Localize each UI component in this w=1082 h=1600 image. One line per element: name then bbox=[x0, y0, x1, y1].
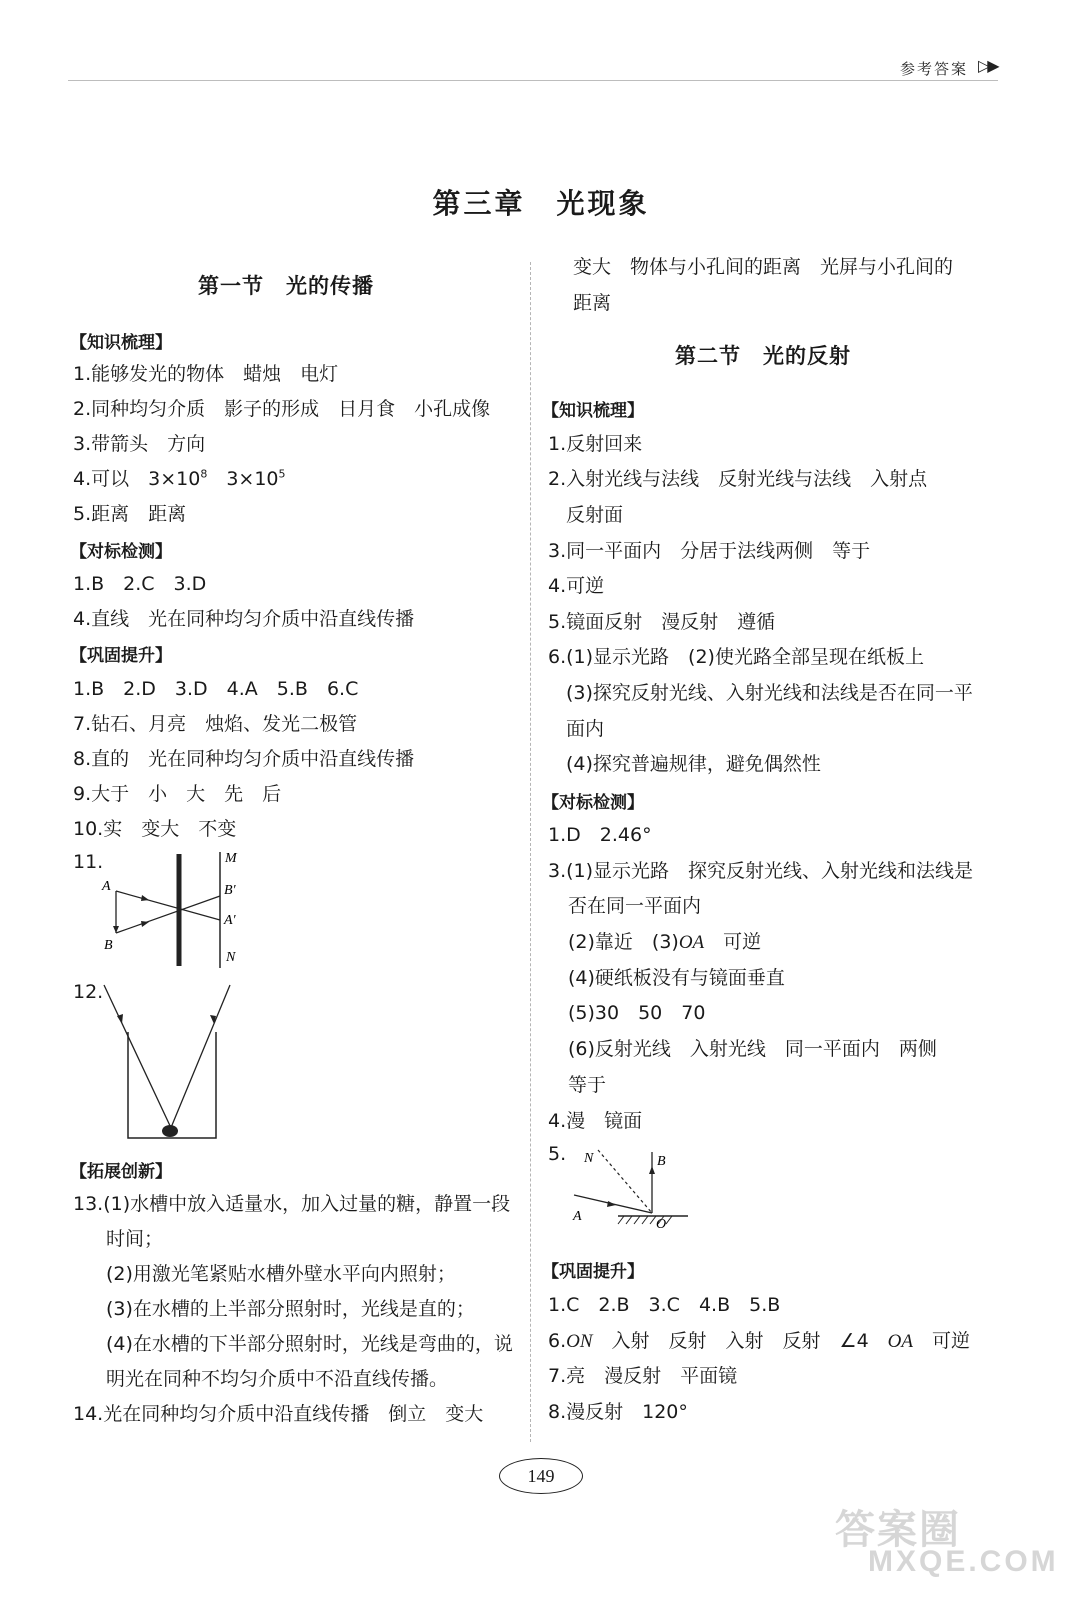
answer-line: 13.(1)水槽中放入适量水，加入过量的糖，静置一段 bbox=[73, 1193, 511, 1215]
answer-line: 1.反射回来 bbox=[548, 433, 643, 455]
watermark: 答案圈 bbox=[835, 1507, 961, 1553]
block-heading: 【巩固提升】 bbox=[70, 646, 172, 666]
pinhole-diagram bbox=[100, 848, 300, 973]
label-M: M bbox=[225, 851, 237, 866]
page-number: 149 bbox=[0, 1458, 1082, 1494]
block-heading: 【对标检测】 bbox=[70, 542, 172, 562]
block-heading: 【知识梳理】 bbox=[70, 333, 172, 353]
label-A: A bbox=[102, 879, 111, 894]
header-rule bbox=[68, 80, 998, 81]
label-A: A bbox=[573, 1209, 582, 1224]
answer-line: 9.大于 小 大 先 后 bbox=[73, 783, 282, 805]
answer-line: 否在同一平面内 bbox=[568, 895, 702, 917]
answer-line: (4)硬纸板没有与镜面垂直 bbox=[568, 967, 785, 989]
answer-line: 3.(1)显示光路 探究反射光线、入射光线和法线是 bbox=[548, 860, 974, 882]
label-N: N bbox=[584, 1151, 594, 1166]
answer-line: 2.入射光线与法线 反射光线与法线 入射点 bbox=[548, 468, 928, 490]
section-title: 第一节 光的传播 bbox=[198, 274, 374, 298]
answer-line: 时间； bbox=[106, 1228, 164, 1250]
block-heading: 【对标检测】 bbox=[542, 793, 644, 813]
answer-line: 等于 bbox=[568, 1074, 607, 1096]
answer-line: 4.可逆 bbox=[548, 575, 605, 597]
label-Aprime: A′ bbox=[224, 913, 236, 928]
answer-line: 3.同一平面内 分居于法线两侧 等于 bbox=[548, 540, 871, 562]
label-B: B bbox=[104, 938, 113, 953]
answer-line: 距离 bbox=[573, 292, 612, 314]
answer-line: 6.ON 入射 反射 入射 反射 ∠4 OA 可逆 bbox=[548, 1330, 971, 1352]
answer-line: 反射面 bbox=[566, 504, 624, 526]
running-header: 参考答案 bbox=[900, 60, 969, 78]
chapter-title: 第三章 光现象 bbox=[432, 187, 650, 220]
light-box-diagram bbox=[100, 980, 280, 1145]
answer-line: 1.B 2.C 3.D bbox=[73, 573, 207, 595]
block-heading: 【拓展创新】 bbox=[70, 1162, 172, 1182]
answer-line: 10.实 变大 不变 bbox=[73, 818, 237, 840]
answer-line: 7.亮 漫反射 平面镜 bbox=[548, 1365, 738, 1387]
answer-line: 8.漫反射 120° bbox=[548, 1401, 688, 1423]
label-O: O bbox=[656, 1217, 667, 1232]
answer-line: 面内 bbox=[566, 718, 605, 740]
answer-line: 1.B 2.D 3.D 4.A 5.B 6.C bbox=[73, 678, 359, 700]
answer-line: 1.能够发光的物体 蜡烛 电灯 bbox=[73, 363, 339, 385]
section-title: 第二节 光的反射 bbox=[675, 344, 851, 368]
answer-line: (4)在水槽的下半部分照射时，光线是弯曲的，说 bbox=[106, 1333, 513, 1355]
answer-line: (3)探究反射光线、入射光线和法线是否在同一平 bbox=[566, 682, 973, 704]
answer-line: 6.(1)显示光路 (2)使光路全部呈现在纸板上 bbox=[548, 646, 924, 668]
answer-line: (2)靠近 (3)OA 可逆 bbox=[568, 931, 762, 953]
block-heading: 【巩固提升】 bbox=[542, 1262, 644, 1282]
answer-line: (4)探究普遍规律，避免偶然性 bbox=[566, 753, 821, 775]
answer-line: 1.D 2.46° bbox=[548, 824, 652, 846]
arrow-icon: ▷▶ bbox=[978, 56, 997, 75]
answer-line: 变大 物体与小孔间的距离 光屏与小孔间的 bbox=[573, 256, 954, 278]
answer-line: (2)用激光笔紧贴水槽外壁水平向内照射； bbox=[106, 1263, 456, 1285]
answer-line: 12. bbox=[73, 981, 104, 1003]
answer-line: 4.漫 镜面 bbox=[548, 1110, 643, 1132]
label-Bprime: B′ bbox=[224, 883, 236, 898]
column-divider bbox=[530, 262, 531, 1442]
answer-line: 4.直线 光在同种均匀介质中沿直线传播 bbox=[73, 608, 415, 630]
answer-line: (5)30 50 70 bbox=[568, 1002, 706, 1024]
answer-line: 1.C 2.B 3.C 4.B 5.B bbox=[548, 1294, 781, 1316]
block-heading: 【知识梳理】 bbox=[542, 401, 644, 421]
answer-line: 7.钻石、月亮 烛焰、发光二极管 bbox=[73, 713, 358, 735]
answer-line: 3.带箭头 方向 bbox=[73, 433, 206, 455]
answer-line: 8.直的 光在同种均匀介质中沿直线传播 bbox=[73, 748, 415, 770]
answer-line: 明光在同种不均匀介质中不沿直线传播。 bbox=[106, 1368, 449, 1390]
reflection-diagram bbox=[568, 1140, 708, 1240]
label-B: B bbox=[657, 1154, 666, 1169]
watermark-url: MXQE.COM bbox=[868, 1545, 1059, 1578]
answer-line: 5. bbox=[548, 1143, 567, 1165]
answer-line: (3)在水槽的上半部分照射时，光线是直的； bbox=[106, 1298, 475, 1320]
answer-line: (6)反射光线 入射光线 同一平面内 两侧 bbox=[568, 1038, 937, 1060]
answer-line: 4.可以 $3\times 10^8$ $3\times 10^5$ bbox=[73, 467, 286, 490]
answer-line: 11. bbox=[73, 851, 104, 873]
label-N: N bbox=[226, 950, 236, 965]
answer-line: 5.镜面反射 漫反射 遵循 bbox=[548, 611, 776, 633]
answer-line: 5.距离 距离 bbox=[73, 503, 187, 525]
answer-line: 2.同种均匀介质 影子的形成 日月食 小孔成像 bbox=[73, 398, 491, 420]
answer-line: 14.光在同种均匀介质中沿直线传播 倒立 变大 bbox=[73, 1403, 484, 1425]
